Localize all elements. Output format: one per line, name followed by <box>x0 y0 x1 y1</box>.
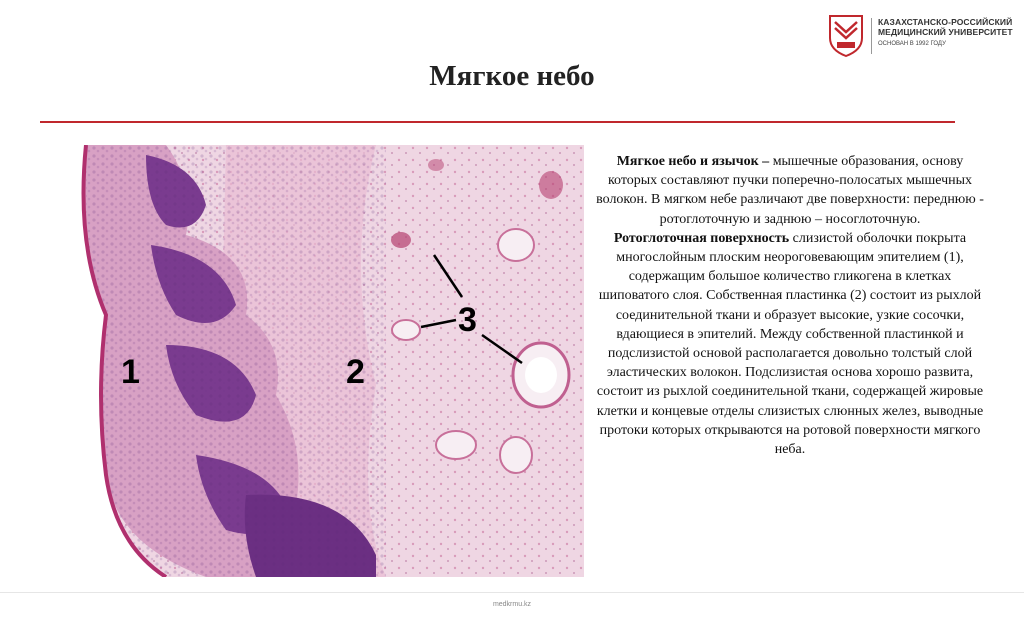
logo-founded-text: ОСНОВАН В 1992 ГОДУ <box>878 41 946 47</box>
logo-text <box>878 17 1018 49</box>
description-text <box>592 152 988 459</box>
page-title: Мягкое небо <box>429 60 595 92</box>
description-text-1: мышечные образования, основу которых составляют пучки поперечно-полосатых мышечных волокон. В мягком небе различают две поверхности: переднюю - ротоглоточную и заднюю – носоглоточную. <box>596 154 984 227</box>
description-term-1: Мягкое небо и язычок – <box>616 154 770 169</box>
title-underline <box>40 121 955 123</box>
logo-university-name-line1: КАЗАХСТАНСКО-РОССИЙСКИЙ <box>878 17 1013 27</box>
histology-micrograph <box>46 145 584 577</box>
logo-university-name-line2: МЕДИЦИНСКИЙ УНИВЕРСИТЕТ <box>878 27 1013 37</box>
description-text-2: слизистой оболочки покрыта многослойным плоским неороговевающим эпителием (1), содержащим большое количество гликогена в клетках шиповатого слоя. Собственная пластинка (2) состоит из рыхлой соединительной ткани и образует высокие, узкие сосочки, вдающиеся в эпителий. Между собственной пластинкой и подслизистой основой располагается довольно толстый слой эластических волокон. Подслизистая основа хорошо развита, состоит из рыхлой соединительной ткани, содержащей жировые клетки и концевые отделы слизистых слюнных желез, выводные протоки которых открываются на ротовой поверхности мягкого неба. <box>596 230 984 458</box>
epithelium-label: 1 <box>121 353 140 391</box>
lamina-propria-label: 2 <box>346 353 365 391</box>
vessels-label: 3 <box>458 301 477 339</box>
description-term-2: Ротоглоточная поверхность <box>613 230 790 246</box>
university-emblem-icon <box>826 14 866 58</box>
university-logo <box>826 14 1016 58</box>
footer-website: medkrmu.kz <box>492 601 532 608</box>
footer-divider <box>0 592 1024 593</box>
logo-divider <box>871 18 872 54</box>
